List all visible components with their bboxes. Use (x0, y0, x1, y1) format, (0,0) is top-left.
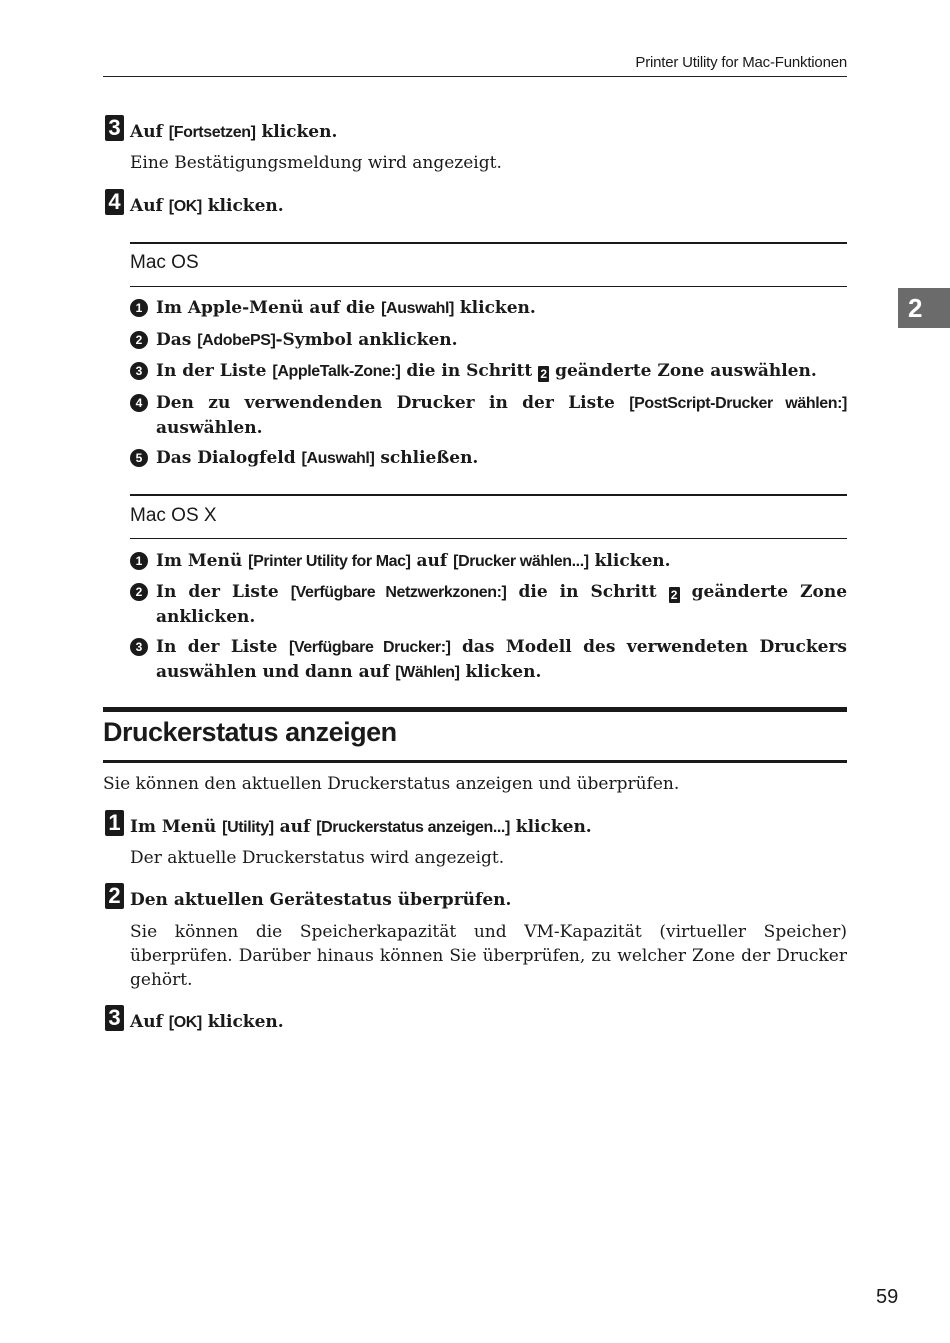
step-title: Den aktuellen Gerätestatus überprüfen. (130, 890, 512, 910)
step-number-icon: 1 (105, 810, 124, 836)
step-title (130, 120, 337, 145)
step-title-text: klicken. (201, 196, 284, 216)
step-description: Der aktuelle Druckerstatus wird angezeigt. (130, 848, 505, 868)
step-reference-icon: 2 (669, 587, 680, 603)
step-description: Eine Bestätigungsmeldung wird angezeigt. (130, 153, 502, 173)
step-title-text: klicken. (255, 122, 338, 142)
ui-label: [AppleTalk-Zone:] (272, 363, 401, 380)
step-title-text: Auf (130, 196, 169, 216)
step-title-text: Auf (130, 122, 169, 142)
block-rule (130, 494, 847, 496)
subsection-heading: Mac OS (130, 252, 199, 273)
step-reference-icon: 2 (538, 366, 549, 382)
ui-label: [Druckerstatus anzeigen...] (316, 819, 510, 836)
step-number-icon: 2 (105, 883, 124, 909)
block-rule (130, 286, 847, 287)
subsection-heading: Mac OS X (130, 505, 217, 526)
ui-label: [OK] (168, 1014, 202, 1031)
section-title: Druckerstatus anzeigen (103, 717, 397, 747)
step-number-icon: 4 (105, 189, 124, 215)
ui-label: [OK] (168, 198, 202, 215)
list-item: 4 Den zu verwendenden Drucker in der Liste [PostScript-Drucker wählen:] auswählen. (130, 391, 847, 440)
list-item: 2 In der Liste [Verfügbare Netzwerkzonen:] die in Schritt 2 geänderte Zone anklicken. (130, 580, 847, 629)
list-item: 3 In der Liste [AppleTalk-Zone:] die in Schritt 2 geänderte Zone auswählen. (130, 359, 847, 384)
circled-number-icon: 4 (130, 394, 148, 412)
section-intro: Sie können den aktuellen Druckerstatus anzeigen und überprüfen. (103, 774, 680, 794)
step-title: Im Menü [Utility] auf [Druckerstatus anzeigen...] klicken. (130, 817, 592, 837)
ui-label: [Wählen] (395, 664, 460, 681)
ui-label: [Verfügbare Drucker:] (288, 639, 451, 656)
list-item: 1 Im Menü [Printer Utility for Mac] auf [Drucker wählen...] klicken. (130, 549, 847, 574)
step-title: Auf [OK] klicken. (130, 1012, 284, 1032)
list-item: 5 Das Dialogfeld [Auswahl] schließen. (130, 446, 847, 471)
section-rule-bottom (103, 760, 847, 763)
ui-label: [PostScript-Drucker wählen:] (629, 395, 847, 412)
step-title (130, 194, 284, 219)
circled-number-icon: 2 (130, 583, 148, 601)
ui-label: [Fortsetzen] (168, 124, 256, 141)
block-rule (130, 242, 847, 244)
step-description: Sie können die Speicherkapazität und VM-Kapazität (virtueller Speicher) überprüfen. Darüber hinaus können Sie überprüfen, zu welcher Zone der Drucker gehört. (130, 922, 847, 990)
ui-label: [AdobePS] (197, 332, 276, 349)
list-item: 3 In der Liste [Verfügbare Drucker:] das Modell des verwendeten Druckers auswählen und dann auf [Wählen] klicken. (130, 635, 847, 685)
circled-number-icon: 3 (130, 638, 148, 656)
ui-label: [Printer Utility for Mac] (248, 553, 411, 570)
ui-label: [Verfügbare Netzwerkzonen:] (290, 584, 507, 601)
list-item: 2 Das [AdobePS]-Symbol anklicken. (130, 328, 847, 353)
circled-number-icon: 1 (130, 552, 148, 570)
section-rule-top (103, 707, 847, 712)
circled-number-icon: 5 (130, 449, 148, 467)
ui-label: [Drucker wählen...] (453, 553, 589, 570)
page-number: 59 (876, 1286, 899, 1308)
header-rule (103, 76, 847, 77)
list-item: 1 Im Apple-Menü auf die [Auswahl] klicken. (130, 296, 847, 321)
step-number-icon: 3 (105, 115, 124, 141)
circled-number-icon: 2 (130, 331, 148, 349)
chapter-tab: 2 (898, 288, 950, 328)
step-number-icon: 3 (105, 1005, 124, 1031)
block-rule (130, 538, 847, 539)
running-header: Printer Utility for Mac-Funktionen (635, 54, 847, 71)
circled-number-icon: 3 (130, 362, 148, 380)
circled-number-icon: 1 (130, 299, 148, 317)
ui-label: [Utility] (222, 819, 274, 836)
ui-label: [Auswahl] (301, 450, 375, 467)
ui-label: [Auswahl] (381, 300, 454, 317)
